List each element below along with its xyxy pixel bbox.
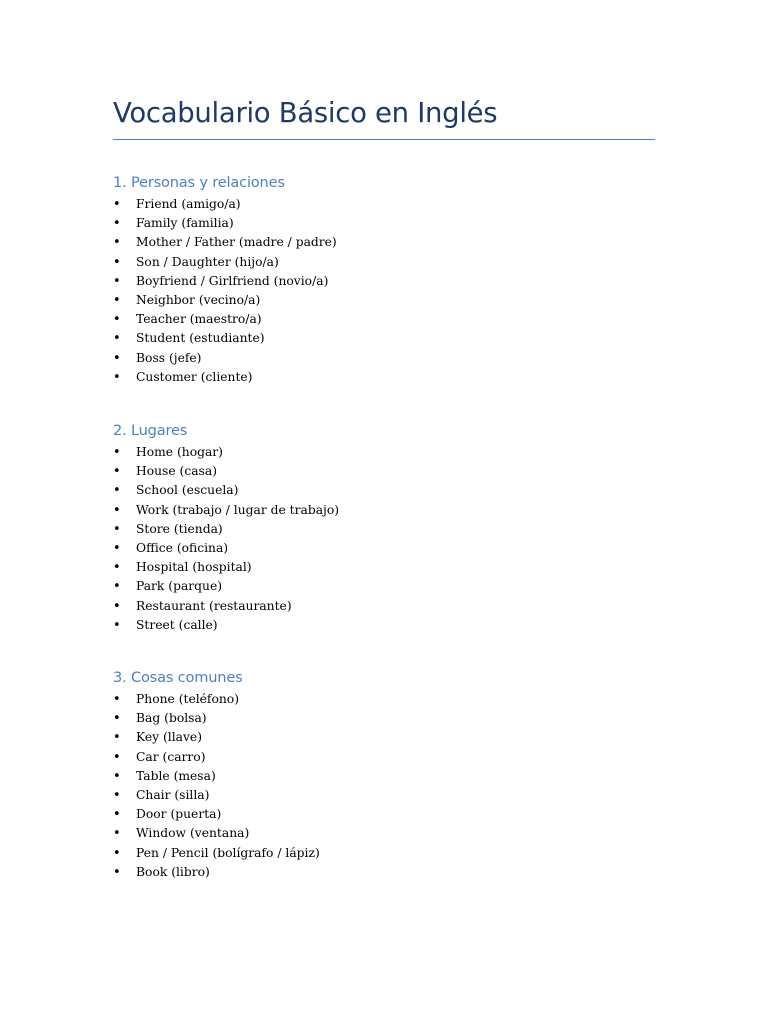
- bullet-icon: •: [113, 845, 121, 861]
- bullet-icon: •: [113, 216, 121, 232]
- section-heading: 2. Lugares: [113, 422, 188, 439]
- bullet-icon: •: [113, 312, 121, 328]
- bullet-icon: •: [113, 692, 121, 707]
- bullet-icon: •: [113, 350, 121, 366]
- list-item-text: Phone (teléfono): [136, 692, 240, 706]
- list-item-text: Pen / Pencil (bolígrafo / lápiz): [136, 845, 320, 860]
- bullet-icon: •: [113, 730, 121, 746]
- bullet-icon: •: [113, 292, 121, 308]
- list-item-text: Work (trabajo / lugar de trabajo): [136, 502, 340, 517]
- vocab-list: [113, 690, 673, 882]
- list-item: [113, 291, 673, 310]
- list-item: [113, 481, 673, 500]
- list-item-text: Boyfriend / Girlfriend (novio/a): [136, 273, 329, 288]
- list-item-text: Customer (cliente): [136, 369, 253, 384]
- list-item-text: Family (familia): [136, 216, 234, 231]
- list-item-text: Mother / Father (madre / padre): [136, 235, 337, 250]
- list-item: [113, 539, 673, 558]
- bullet-icon: •: [113, 749, 121, 765]
- bullet-icon: •: [113, 711, 121, 727]
- list-item: [113, 786, 673, 805]
- list-item: [113, 824, 673, 843]
- section-personas-relaciones: [113, 171, 673, 387]
- list-item: [113, 863, 673, 882]
- section-lugares: [113, 419, 673, 635]
- list-item-text: Office (oficina): [136, 540, 229, 555]
- title-divider: [113, 139, 655, 140]
- list-item: [113, 558, 673, 577]
- bullet-icon: •: [113, 197, 121, 212]
- list-item: [113, 520, 673, 539]
- list-item: [113, 767, 673, 786]
- list-item-text: Boss (jefe): [136, 350, 202, 365]
- list-item-text: Store (tienda): [136, 521, 223, 536]
- list-item: [113, 597, 673, 616]
- bullet-icon: •: [113, 521, 121, 537]
- bullet-icon: •: [113, 445, 121, 460]
- bullet-icon: •: [113, 254, 121, 270]
- bullet-icon: •: [113, 807, 121, 823]
- list-item-text: Door (puerta): [136, 807, 222, 822]
- bullet-icon: •: [113, 826, 121, 842]
- list-item-text: Book (libro): [136, 864, 210, 879]
- list-item-text: Street (calle): [136, 617, 218, 632]
- list-item-text: Table (mesa): [136, 768, 216, 783]
- bullet-icon: •: [113, 560, 121, 576]
- list-item-text: School (escuela): [136, 483, 239, 498]
- list-item: [113, 805, 673, 824]
- list-item-text: Home (hogar): [136, 445, 223, 459]
- list-item: [113, 844, 673, 863]
- list-item-text: Friend (amigo/a): [136, 197, 241, 211]
- list-item: [113, 728, 673, 747]
- document-title: Vocabulario Básico en Inglés: [113, 97, 498, 129]
- list-item-text: Teacher (maestro/a): [136, 312, 262, 327]
- bullet-icon: •: [113, 369, 121, 385]
- bullet-icon: •: [113, 331, 121, 347]
- list-item-text: Restaurant (restaurante): [136, 598, 292, 613]
- section-heading: 1. Personas y relaciones: [113, 174, 285, 191]
- list-item: [113, 214, 673, 233]
- list-item: [113, 253, 673, 272]
- bullet-icon: •: [113, 273, 121, 289]
- list-item: [113, 349, 673, 368]
- list-item: [113, 272, 673, 291]
- bullet-icon: •: [113, 502, 121, 518]
- bullet-icon: •: [113, 768, 121, 784]
- list-item: [113, 616, 673, 635]
- list-item: [113, 443, 673, 462]
- list-item-text: Bag (bolsa): [136, 711, 207, 726]
- list-item: [113, 310, 673, 329]
- list-item-text: Student (estudiante): [136, 331, 265, 346]
- bullet-icon: •: [113, 464, 121, 480]
- section-cosas-comunes: [113, 666, 673, 882]
- list-item-text: Chair (silla): [136, 787, 210, 802]
- list-item: [113, 462, 673, 481]
- list-item-text: Hospital (hospital): [136, 560, 252, 575]
- list-item: [113, 748, 673, 767]
- list-item-text: Key (llave): [136, 730, 203, 745]
- vocab-list: [113, 443, 673, 635]
- list-item: [113, 577, 673, 596]
- section-heading: 3. Cosas comunes: [113, 669, 243, 686]
- vocab-list: [113, 195, 673, 387]
- list-item-text: Window (ventana): [136, 826, 250, 841]
- list-item: [113, 690, 673, 709]
- list-item: [113, 501, 673, 520]
- list-item-text: Neighbor (vecino/a): [136, 292, 261, 307]
- bullet-icon: •: [113, 598, 121, 614]
- bullet-icon: •: [113, 540, 121, 556]
- list-item: [113, 233, 673, 252]
- list-item-text: House (casa): [136, 464, 217, 479]
- bullet-icon: •: [113, 579, 121, 595]
- list-item-text: Car (carro): [136, 749, 206, 764]
- bullet-icon: •: [113, 483, 121, 499]
- list-item-text: Son / Daughter (hijo/a): [136, 254, 279, 269]
- list-item-text: Park (parque): [136, 579, 223, 594]
- list-item: [113, 195, 673, 214]
- bullet-icon: •: [113, 787, 121, 803]
- bullet-icon: •: [113, 864, 121, 880]
- bullet-icon: •: [113, 617, 121, 633]
- list-item: [113, 329, 673, 348]
- bullet-icon: •: [113, 235, 121, 251]
- list-item: [113, 709, 673, 728]
- list-item: [113, 368, 673, 387]
